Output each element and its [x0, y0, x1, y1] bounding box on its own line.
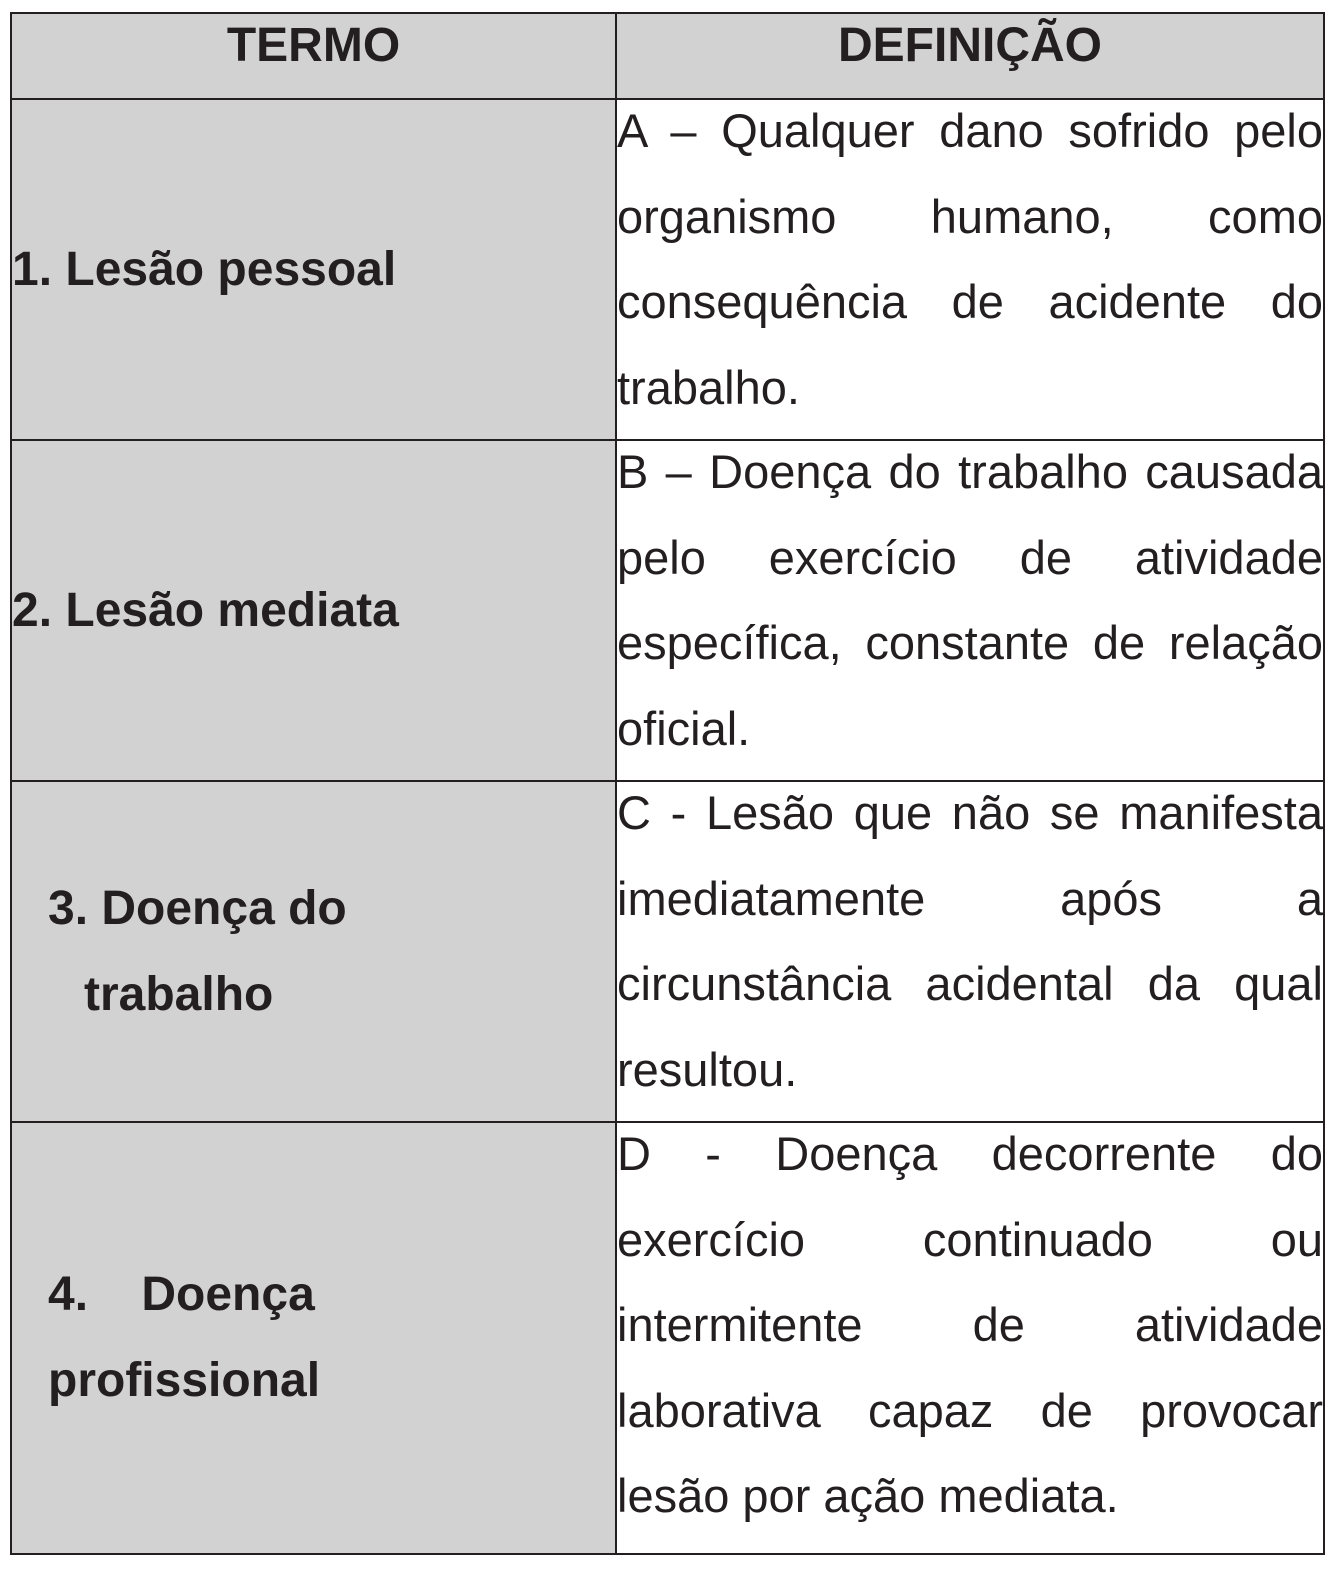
term-cell: [11, 1122, 616, 1554]
definition-text: A – Qualquer dano sofrido pelo organismo humano, como consequência de acidente do trabalho.: [617, 104, 1323, 414]
terms-definitions-table: [10, 12, 1325, 1555]
term-text: 1. Lesão pessoal: [12, 242, 397, 296]
term-text-line-1: 4. Doença: [48, 1268, 315, 1321]
table-row: [11, 99, 1324, 440]
definition-cell: [616, 99, 1324, 440]
definition-column-header: DEFINIÇÃO: [616, 13, 1324, 99]
definition-cell: [616, 1122, 1324, 1554]
term-text-line-2: profissional: [48, 1354, 321, 1407]
term-text-line-1: 3. Doença do: [48, 881, 347, 935]
table-row: [11, 1122, 1324, 1554]
definition-text: C - Lesão que não se manifesta imediatamente após a circunstância acidental da qual resultou.: [617, 786, 1323, 1096]
term-cell: [11, 99, 616, 440]
table-header-row: [11, 13, 1324, 99]
term-text: 2. Lesão mediata: [12, 583, 399, 637]
definition-text: B – Doença do trabalho causada pelo exercício de atividade específica, constante de relação oficial.: [617, 445, 1323, 755]
term-text-line-2: trabalho: [84, 967, 274, 1021]
table-row: [11, 440, 1324, 781]
term-column-header: TERMO: [11, 13, 616, 99]
term-cell: [11, 781, 616, 1122]
definition-text: D - Doença decorrente do exercício continuado ou intermitente de atividade laborativa capaz de provocar lesão por ação mediata.: [617, 1127, 1323, 1522]
table-row: [11, 781, 1324, 1122]
term-cell: [11, 440, 616, 781]
definition-cell: [616, 781, 1324, 1122]
definition-cell: [616, 440, 1324, 781]
